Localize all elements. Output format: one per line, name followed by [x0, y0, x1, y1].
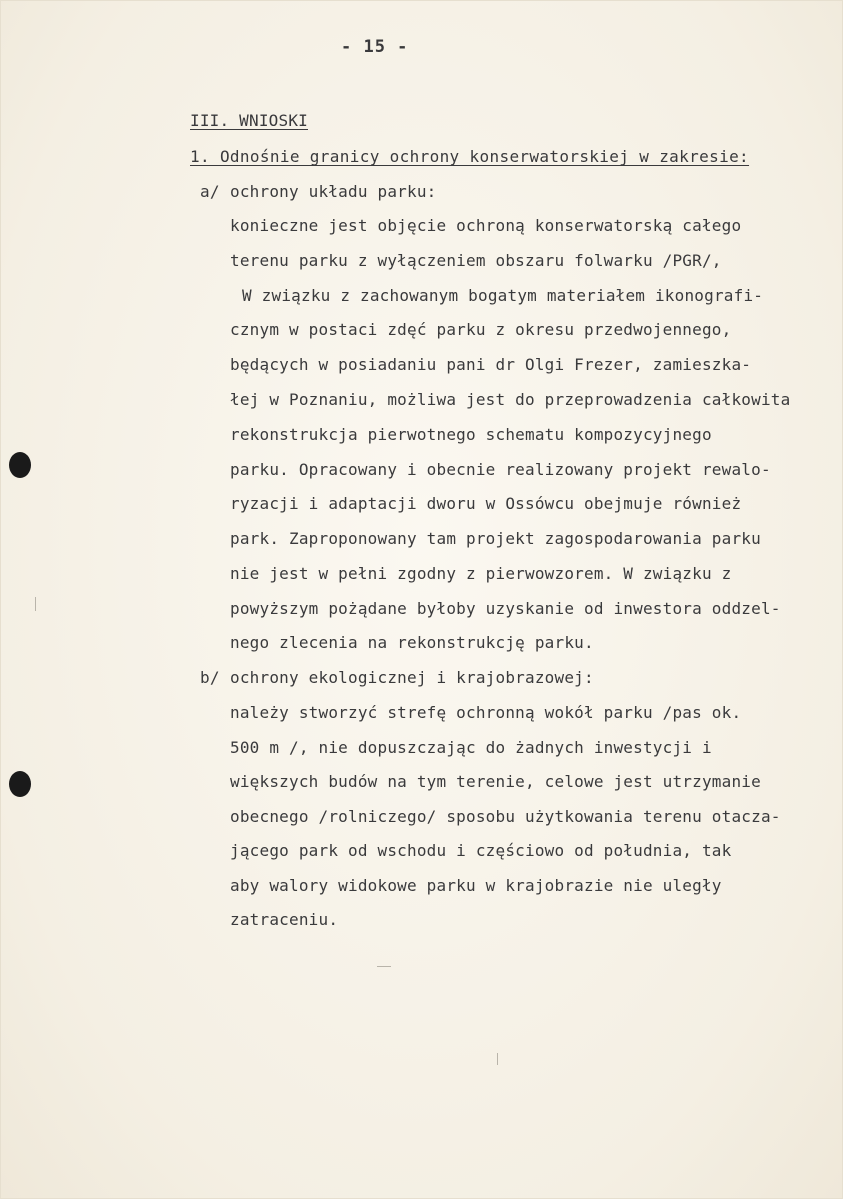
item-a-line-5: będących w posiadaniu pani dr Olgi Frezer, zamieszka-: [230, 355, 752, 374]
item-a-line-1: konieczne jest objęcie ochroną konserwatorską całego: [230, 216, 742, 235]
item-a-line-6: łej w Poznaniu, możliwa jest do przeprowadzenia całkowita: [230, 390, 791, 409]
item-b-line-2: 500 m /, nie dopuszczając do żadnych inwestycji i: [230, 738, 712, 757]
paper-mark: [35, 597, 36, 611]
item-a-line-8: parku. Opracowany i obecnie realizowany projekt rewalo-: [230, 460, 771, 479]
page-number: - 15 -: [341, 37, 409, 57]
item-a-line-2: terenu parku z wyłączeniem obszaru folwarku /PGR/,: [230, 251, 722, 270]
item-a-heading: ochrony układu parku:: [230, 182, 437, 201]
item-a-line-13: nego zlecenia na rekonstrukcję parku.: [230, 633, 594, 652]
item-b-line-4: obecnego /rolniczego/ sposobu użytkowania terenu otacza-: [230, 807, 781, 826]
point-1-heading: 1. Odnośnie granicy ochrony konserwatorskiej w zakresie:: [190, 147, 750, 166]
item-a-line-7: rekonstrukcja pierwotnego schematu kompozycyjnego: [230, 425, 712, 444]
item-b-line-5: jącego park od wschodu i częściowo od południa, tak: [230, 841, 732, 860]
item-a-line-9: ryzacji i adaptacji dworu w Ossówcu obejmuje również: [230, 494, 742, 513]
item-b-line-1: należy stworzyć strefę ochronną wokół parku /pas ok.: [230, 703, 742, 722]
item-a-line-4: cznym w postaci zdęć parku z okresu przedwojennego,: [230, 320, 732, 339]
item-b-line-7: zatraceniu.: [230, 910, 339, 929]
paper-mark: [377, 966, 391, 967]
item-b-label: b/: [200, 668, 220, 687]
item-b-heading: ochrony ekologicznej i krajobrazowej:: [230, 668, 594, 687]
item-a-line-10: park. Zaproponowany tam projekt zagospodarowania parku: [230, 529, 761, 548]
punch-hole-top: [9, 452, 31, 478]
item-a-label: a/: [200, 182, 220, 201]
item-a-line-3: W związku z zachowanym bogatym materiałem ikonografi-: [242, 286, 764, 305]
section-heading: III. WNIOSKI: [190, 111, 308, 130]
item-b-line-3: większych budów na tym terenie, celowe jest utrzymanie: [230, 772, 761, 791]
punch-hole-bottom: [9, 771, 31, 797]
paper-mark: [497, 1053, 498, 1065]
item-b-line-6: aby walory widokowe parku w krajobrazie nie uległy: [230, 876, 722, 895]
item-a-line-11: nie jest w pełni zgodny z pierwowzorem. W związku z: [230, 564, 732, 583]
item-a-line-12: powyższym pożądane byłoby uzyskanie od inwestora oddzel-: [230, 599, 781, 618]
